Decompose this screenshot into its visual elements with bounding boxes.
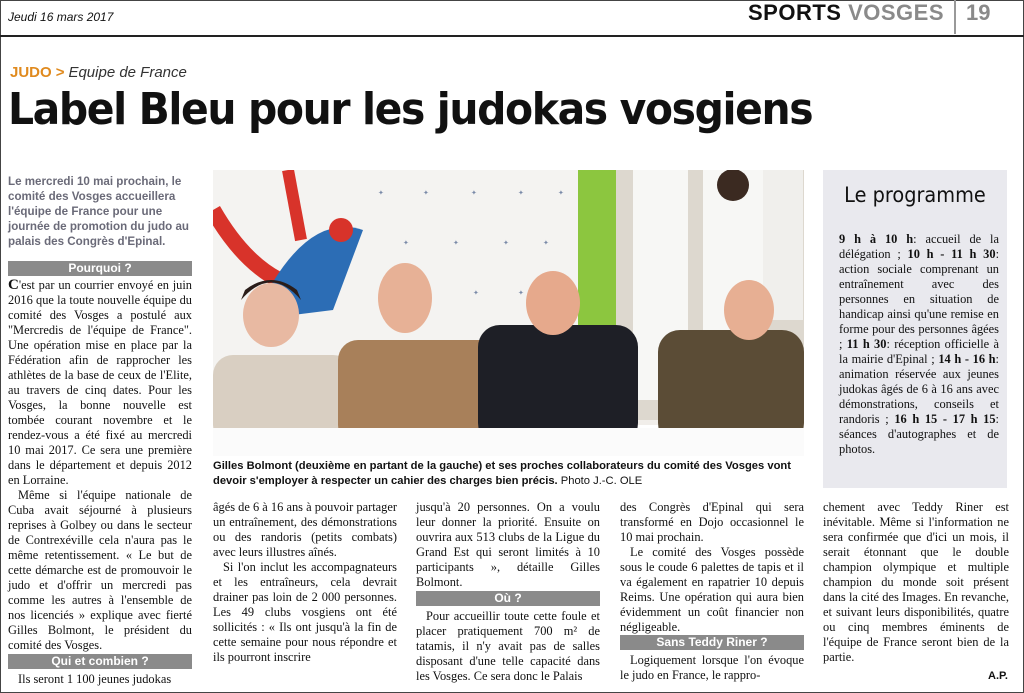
svg-text:✦: ✦ [453,239,459,247]
edition-date: Jeudi 16 mars 2017 [8,10,114,24]
photo-caption [213,459,804,489]
svg-text:✦: ✦ [403,239,409,247]
article-lead: Le mercredi 10 mai prochain, le comité des Vosges accueillera l'équipe de France pour une journée de promotion du judo au palais des Congrès d'Epinal. [8,175,189,248]
section-title [748,0,944,26]
header-separator [954,0,956,34]
paragraph [8,278,192,488]
photo-credit: Photo J.-C. OLE [560,475,643,487]
headline: Label Bleu pour les judokas vosgiens [8,84,813,135]
paragraph: Ils seront 1 100 jeunes judokas [18,672,172,686]
subhead-teddy-riner: Sans Teddy Riner ? [620,635,804,650]
programme-title: Le programme [844,183,986,207]
programme-text: : animation réservée aux jeunes judokas âgés de 6 à 16 ans avec démonstrations, conseils et randoris ; [839,352,999,426]
column-2 [213,500,397,665]
programme-time: 11 h 30 [846,337,887,351]
column-5 [823,500,1009,665]
paragraph: Pour accueillir toute cette foule et placer pratiquement 700 m² de tatamis, il n'y avait pas de salles disposant d'une telle capacité dans les Vosges. Ce sera donc le Palais [416,609,600,683]
programme-list [839,232,999,457]
programme-text: : action sociale comprenant un entraînement avec des personnes en situation de handicap ainsi qu'une remise en forme pour des personnes âgées ; [839,247,1000,351]
paragraph-text: 'est par un courrier envoyé en juin 2016 que la toute nouvelle équipe du comité des Vosges a postulé aux "Mercredis de l'équipe de France". Une opération mise en place par la Fédération afin de rapprocher les athlètes de la base de ceux de l'Elite, au travers de cinq dates. Pour les Vosges, la bonne nouvelle est tombée courant novembre et le rendez-vous a été fixé au mercredi 10 mai 2017. Ce sera une première dans le département et depuis 2012 en Lorraine. [8,278,192,487]
header-rule [0,35,1024,37]
paragraph: jusqu'à 20 personnes. On a voulu leur donner la priorité. Ensuite on ouvrira aux 513 clubs de la Ligue du Grand Est qui seront limités à 10 participants », détaille Gilles Bolmont. [416,500,600,589]
kicker-arrow: > [55,64,65,81]
programme-time: 14 h - 16 h [938,352,996,366]
drop-letter: C [8,277,19,293]
column-4 [620,500,804,683]
svg-text:✦: ✦ [471,189,477,197]
programme-time: 10 h - 11 h 30 [907,247,996,261]
programme-text: : accueil de la délégation ; [839,232,999,261]
paragraph: âgés de 6 à 16 ans à pouvoir partager un entraînement, des démonstrations ou des randoris (petits combats) avec leurs illustres aînés. [213,500,397,559]
programme-text: : séances d'autographes et de photos. [839,412,999,456]
subhead-qui-combien: Qui et combien ? [8,654,192,669]
subhead-pourquoi: Pourquoi ? [8,261,192,276]
kicker-topic: Equipe de France [68,64,187,81]
paragraph: des Congrès d'Epinal qui sera transformé en Dojo occasionnel le 10 mai prochain. [620,500,804,544]
section-title-vosges: VOSGES [848,0,944,25]
subhead-ou: Où ? [416,591,600,606]
svg-text:✦: ✦ [558,189,564,197]
svg-text:✦: ✦ [503,239,509,247]
paragraph: chement avec Teddy Riner est inévitable. Même si l'information ne sera confirmée que d'ici un mois, il serait étonnant que le double champion olympique et multiple champion du monde soit présent dans la cité des Images. En revanche, et suivant leurs disponibilités, quatre ou cinq membres éminents de l'équipe de France seront bien de la partie. [823,500,1009,664]
svg-text:✦: ✦ [378,189,384,197]
section-title-sports: SPORTS [747,0,842,25]
svg-text:✦: ✦ [518,189,524,197]
programme-text: : réception officielle à la mairie d'Epinal ; [839,337,999,366]
article-photo [213,170,804,456]
paragraph: Si l'on inclut les accompagnateurs et les entraîneurs, cela devrait drainer pas loin de 2 000 personnes. Les 49 clubs vosgiens ont été sollicités : « Ils ont jusqu'à la fin de cette semaine pour nous répondre et ils pourront inscrire [213,560,397,664]
column-1 [8,261,192,687]
svg-text:✦: ✦ [518,289,524,297]
photo-illustration [213,170,804,456]
programme-time: 9 h à 10 h [839,232,914,246]
author-signature: A.P. [988,670,1008,682]
caption-text: Gilles Bolmont (deuxième en partant de la gauche) et ses proches collaborateurs du comité des Vosges vont devoir s'employer à respecter un cahier des charges bien précis. [213,460,791,487]
paragraph: Logiquement lorsque l'on évoque le judo en France, le rappro- [620,653,804,682]
svg-text:✦: ✦ [423,189,429,197]
page-number: 19 [966,0,991,25]
column-3 [416,500,600,684]
paragraph: Même si l'équipe nationale de Cuba avait séjourné à plusieurs reprises à Golbey ou dans le secteur de Contrexéville cela n'aura pas le même retentissement. « Le but de cette démarche est de promouvoir le judo et d'offrir un mercredi pas comme les autres à l'ensemble de nos licenciés » explique avec fierté Gilles Bolmont, le président du comité des Vosges. [8,488,192,652]
paragraph: Le comité des Vosges possède sous le coude 6 palettes de tapis et il va également en rapatrier 10 depuis Reims. Une opération qui aura bien évidemment un coût financier non négligeable. [620,545,804,634]
svg-text:✦: ✦ [543,239,549,247]
programme-time: 16 h 15 - 17 h 15 [894,412,996,426]
kicker [10,64,187,81]
kicker-sport: JUDO [10,64,52,81]
programme-box [823,170,1007,488]
svg-text:✦: ✦ [473,289,479,297]
